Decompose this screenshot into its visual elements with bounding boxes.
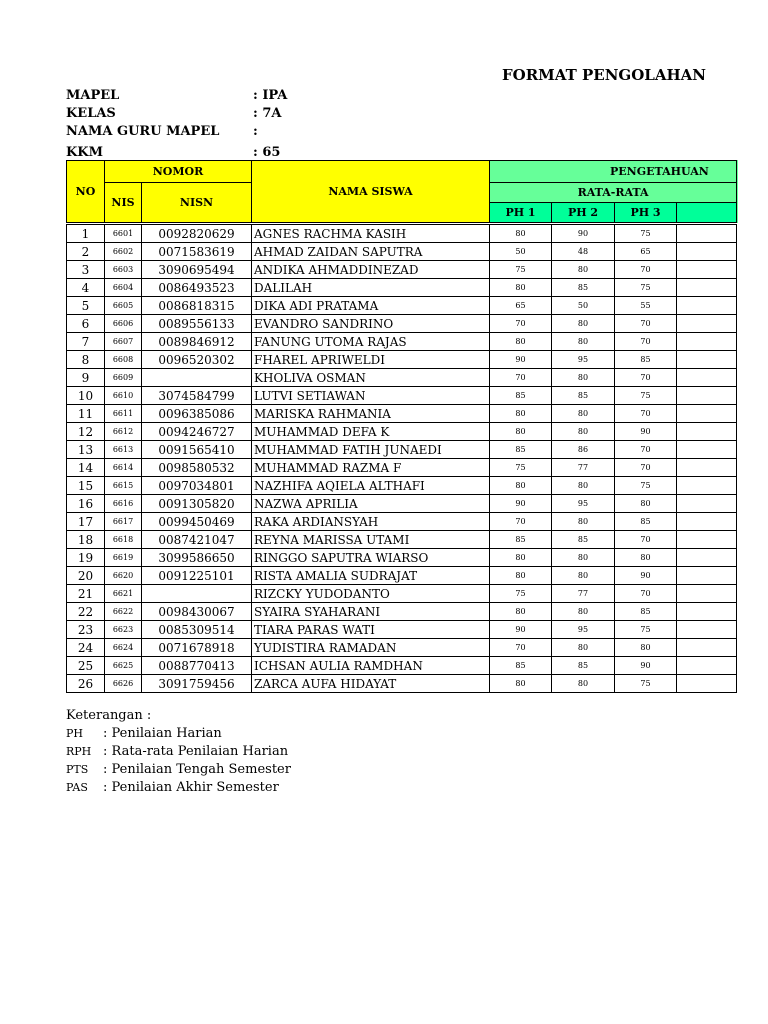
ph3-score-cell: 75 [615, 621, 677, 639]
ph4-score-cell [677, 567, 737, 585]
ph4-score-cell [677, 513, 737, 531]
ph4-score-cell [677, 549, 737, 567]
ph3-score-cell: 55 [615, 297, 677, 315]
note-abbr: PAS [66, 781, 88, 794]
ph1-score-cell: 80 [490, 333, 552, 351]
ph2-score-cell: 80 [552, 567, 615, 585]
row-number-cell: 25 [67, 657, 105, 675]
header-ph-1: PH 1 [490, 203, 552, 223]
ph3-score-cell: 75 [615, 675, 677, 693]
nisn-cell: 0089556133 [142, 315, 252, 333]
header-ph-3: PH 3 [615, 203, 677, 223]
ph1-score-cell: 70 [490, 639, 552, 657]
row-number-cell: 18 [67, 531, 105, 549]
student-name-cell: EVANDRO SANDRINO [252, 315, 490, 333]
ph2-score-cell: 80 [552, 333, 615, 351]
ph3-score-cell: 70 [615, 315, 677, 333]
ph4-score-cell [677, 261, 737, 279]
nis-cell: 6615 [105, 477, 142, 495]
table-row [67, 513, 737, 531]
ph1-score-cell: 80 [490, 567, 552, 585]
table-row [67, 441, 737, 459]
student-name-cell: YUDISTIRA RAMADAN [252, 639, 490, 657]
ph3-score-cell: 90 [615, 657, 677, 675]
ph1-score-cell: 70 [490, 513, 552, 531]
ph3-score-cell: 70 [615, 333, 677, 351]
nisn-cell: 0096520302 [142, 351, 252, 369]
student-name-cell: ZARCA AUFA HIDAYAT [252, 675, 490, 693]
row-number-cell: 9 [67, 369, 105, 387]
ph4-score-cell [677, 369, 737, 387]
header-pengetahuan: PENGETAHUAN [490, 161, 737, 183]
table-row [67, 369, 737, 387]
kelas-label: KELAS [66, 106, 116, 121]
ph1-score-cell: 90 [490, 351, 552, 369]
student-name-cell: RAKA ARDIANSYAH [252, 513, 490, 531]
nis-cell: 6607 [105, 333, 142, 351]
nis-cell: 6606 [105, 315, 142, 333]
ph4-score-cell [677, 405, 737, 423]
nisn-cell: 3090695494 [142, 261, 252, 279]
row-number-cell: 21 [67, 585, 105, 603]
ph1-score-cell: 80 [490, 477, 552, 495]
ph4-score-cell [677, 477, 737, 495]
nis-cell: 6610 [105, 387, 142, 405]
nisn-cell: 0087421047 [142, 531, 252, 549]
ph2-score-cell: 80 [552, 423, 615, 441]
ph1-score-cell: 85 [490, 531, 552, 549]
nisn-cell: 0089846912 [142, 333, 252, 351]
row-number-cell: 14 [67, 459, 105, 477]
ph1-score-cell: 80 [490, 675, 552, 693]
ph4-score-cell [677, 675, 737, 693]
row-number-cell: 1 [67, 225, 105, 243]
row-number-cell: 20 [67, 567, 105, 585]
row-number-cell: 19 [67, 549, 105, 567]
ph1-score-cell: 80 [490, 225, 552, 243]
row-number-cell: 23 [67, 621, 105, 639]
student-name-cell: DALILAH [252, 279, 490, 297]
nis-cell: 6617 [105, 513, 142, 531]
ph3-score-cell: 90 [615, 567, 677, 585]
ph1-score-cell: 90 [490, 495, 552, 513]
ph2-score-cell: 80 [552, 513, 615, 531]
student-name-cell: AGNES RACHMA KASIH [252, 225, 490, 243]
ph3-score-cell: 70 [615, 441, 677, 459]
nis-cell: 6604 [105, 279, 142, 297]
table-row [67, 297, 737, 315]
nis-cell: 6614 [105, 459, 142, 477]
ph3-score-cell: 85 [615, 351, 677, 369]
student-name-cell: ANDIKA AHMADDINEZAD [252, 261, 490, 279]
nis-cell: 6623 [105, 621, 142, 639]
ph4-score-cell [677, 387, 737, 405]
ph4-score-cell [677, 657, 737, 675]
row-number-cell: 11 [67, 405, 105, 423]
student-name-cell: ICHSAN AULIA RAMDHAN [252, 657, 490, 675]
row-number-cell: 2 [67, 243, 105, 261]
row-number-cell: 13 [67, 441, 105, 459]
student-name-cell: MUHAMMAD FATIH JUNAEDI [252, 441, 490, 459]
ph1-score-cell: 85 [490, 441, 552, 459]
nis-cell: 6611 [105, 405, 142, 423]
ph2-score-cell: 86 [552, 441, 615, 459]
ph3-score-cell: 80 [615, 639, 677, 657]
nis-cell: 6613 [105, 441, 142, 459]
student-name-cell: MUHAMMAD RAZMA F [252, 459, 490, 477]
ph3-score-cell: 70 [615, 585, 677, 603]
nis-cell: 6619 [105, 549, 142, 567]
student-name-cell: SYAIRA SYAHARANI [252, 603, 490, 621]
student-name-cell: MUHAMMAD DEFA K [252, 423, 490, 441]
ph1-score-cell: 75 [490, 585, 552, 603]
nisn-cell: 0094246727 [142, 423, 252, 441]
ph4-score-cell [677, 621, 737, 639]
header-no: NO [67, 161, 105, 223]
ph4-score-cell [677, 279, 737, 297]
ph2-score-cell: 50 [552, 297, 615, 315]
table-row [67, 603, 737, 621]
ph2-score-cell: 80 [552, 549, 615, 567]
row-number-cell: 5 [67, 297, 105, 315]
ph4-score-cell [677, 315, 737, 333]
header-ph-4 [677, 203, 737, 223]
student-name-cell: MARISKA RAHMANIA [252, 405, 490, 423]
nisn-cell: 0085309514 [142, 621, 252, 639]
header-rata-rata: RATA-RATA [490, 183, 737, 203]
ph1-score-cell: 85 [490, 387, 552, 405]
table-row [67, 315, 737, 333]
ph2-score-cell: 95 [552, 621, 615, 639]
ph2-score-cell: 85 [552, 279, 615, 297]
table-row [67, 243, 737, 261]
notes-heading: Keterangan : [66, 708, 152, 723]
ph2-score-cell: 95 [552, 495, 615, 513]
nisn-cell: 0091565410 [142, 441, 252, 459]
ph4-score-cell [677, 441, 737, 459]
student-name-cell: TIARA PARAS WATI [252, 621, 490, 639]
ph2-score-cell: 85 [552, 531, 615, 549]
nis-cell: 6603 [105, 261, 142, 279]
ph3-score-cell: 70 [615, 459, 677, 477]
mapel-value: : IPA [253, 88, 288, 103]
ph2-score-cell: 77 [552, 459, 615, 477]
ph1-score-cell: 80 [490, 405, 552, 423]
note-desc: : Penilaian Tengah Semester [103, 762, 291, 777]
row-number-cell: 4 [67, 279, 105, 297]
row-number-cell: 7 [67, 333, 105, 351]
row-number-cell: 17 [67, 513, 105, 531]
student-name-cell: RIZCKY YUDODANTO [252, 585, 490, 603]
ph4-score-cell [677, 225, 737, 243]
ph2-score-cell: 80 [552, 369, 615, 387]
row-number-cell: 15 [67, 477, 105, 495]
nisn-cell: 0098580532 [142, 459, 252, 477]
ph1-score-cell: 80 [490, 603, 552, 621]
ph3-score-cell: 70 [615, 405, 677, 423]
table-row [67, 531, 737, 549]
guru-mapel-value: : [253, 124, 258, 139]
ph1-score-cell: 90 [490, 621, 552, 639]
nisn-cell [142, 369, 252, 387]
table-row [67, 459, 737, 477]
student-name-cell: NAZHIFA AQIELA ALTHAFI [252, 477, 490, 495]
table-row [67, 585, 737, 603]
ph4-score-cell [677, 531, 737, 549]
table-row [67, 423, 737, 441]
document-title: FORMAT PENGOLAHAN [502, 66, 706, 84]
ph4-score-cell [677, 459, 737, 477]
ph1-score-cell: 85 [490, 657, 552, 675]
table-row [67, 621, 737, 639]
student-name-cell: NAZWA APRILIA [252, 495, 490, 513]
student-name-cell: LUTVI SETIAWAN [252, 387, 490, 405]
note-ph [66, 725, 366, 743]
student-name-cell: AHMAD ZAIDAN SAPUTRA [252, 243, 490, 261]
ph3-score-cell: 90 [615, 423, 677, 441]
row-number-cell: 10 [67, 387, 105, 405]
nisn-cell: 0097034801 [142, 477, 252, 495]
nis-cell: 6620 [105, 567, 142, 585]
nis-cell: 6621 [105, 585, 142, 603]
nis-cell: 6622 [105, 603, 142, 621]
table-row [67, 639, 737, 657]
nis-cell: 6618 [105, 531, 142, 549]
row-number-cell: 12 [67, 423, 105, 441]
nisn-cell: 0086493523 [142, 279, 252, 297]
ph4-score-cell [677, 297, 737, 315]
note-desc: : Penilaian Harian [103, 726, 222, 741]
table-row [67, 675, 737, 693]
mapel-label: MAPEL [66, 88, 120, 103]
ph2-score-cell: 80 [552, 477, 615, 495]
nis-cell: 6626 [105, 675, 142, 693]
ph1-score-cell: 75 [490, 459, 552, 477]
note-abbr: PH [66, 727, 83, 740]
nisn-cell: 0099450469 [142, 513, 252, 531]
nisn-cell: 0086818315 [142, 297, 252, 315]
ph2-score-cell: 77 [552, 585, 615, 603]
ph4-score-cell [677, 243, 737, 261]
nisn-cell: 3099586650 [142, 549, 252, 567]
table-row [67, 477, 737, 495]
ph2-score-cell: 48 [552, 243, 615, 261]
grade-sheet [66, 160, 709, 705]
row-number-cell: 16 [67, 495, 105, 513]
ph2-score-cell: 80 [552, 261, 615, 279]
ph2-score-cell: 80 [552, 675, 615, 693]
ph1-score-cell: 80 [490, 423, 552, 441]
nis-cell: 6624 [105, 639, 142, 657]
header-nis: NIS [105, 183, 142, 223]
note-pas [66, 779, 366, 797]
nisn-cell: 0088770413 [142, 657, 252, 675]
ph3-score-cell: 75 [615, 225, 677, 243]
ph1-score-cell: 80 [490, 549, 552, 567]
row-number-cell: 22 [67, 603, 105, 621]
legend-notes [66, 707, 366, 797]
table-row [67, 225, 737, 243]
ph4-score-cell [677, 423, 737, 441]
header-nisn: NISN [142, 183, 252, 223]
nisn-cell: 0071678918 [142, 639, 252, 657]
ph2-score-cell: 80 [552, 405, 615, 423]
table-row [67, 405, 737, 423]
ph2-score-cell: 85 [552, 657, 615, 675]
ph1-score-cell: 70 [490, 315, 552, 333]
ph3-score-cell: 85 [615, 603, 677, 621]
header-nama-siswa: NAMA SISWA [252, 161, 490, 223]
ph3-score-cell: 80 [615, 549, 677, 567]
ph4-score-cell [677, 639, 737, 657]
grade-table-body [67, 225, 737, 693]
nis-cell: 6608 [105, 351, 142, 369]
table-row [67, 351, 737, 369]
student-name-cell: FHAREL APRIWELDI [252, 351, 490, 369]
student-name-cell: KHOLIVA OSMAN [252, 369, 490, 387]
ph4-score-cell [677, 585, 737, 603]
ph4-score-cell [677, 351, 737, 369]
nisn-cell: 3074584799 [142, 387, 252, 405]
ph3-score-cell: 80 [615, 495, 677, 513]
ph4-score-cell [677, 333, 737, 351]
row-number-cell: 3 [67, 261, 105, 279]
nisn-cell: 0091305820 [142, 495, 252, 513]
table-row [67, 279, 737, 297]
row-number-cell: 26 [67, 675, 105, 693]
table-row [67, 657, 737, 675]
table-row [67, 387, 737, 405]
ph4-score-cell [677, 603, 737, 621]
nis-cell: 6605 [105, 297, 142, 315]
student-name-cell: RINGGO SAPUTRA WIARSO [252, 549, 490, 567]
ph3-score-cell: 85 [615, 513, 677, 531]
nis-cell: 6612 [105, 423, 142, 441]
kelas-value: : 7A [253, 106, 282, 121]
ph3-score-cell: 75 [615, 477, 677, 495]
student-name-cell: REYNA MARISSA UTAMI [252, 531, 490, 549]
note-abbr: RPH [66, 745, 92, 758]
nis-cell: 6609 [105, 369, 142, 387]
note-pts [66, 761, 366, 779]
note-desc: : Penilaian Akhir Semester [103, 780, 279, 795]
row-number-cell: 6 [67, 315, 105, 333]
ph2-score-cell: 90 [552, 225, 615, 243]
nis-cell: 6602 [105, 243, 142, 261]
ph1-score-cell: 80 [490, 279, 552, 297]
ph2-score-cell: 80 [552, 639, 615, 657]
student-name-cell: FANUNG UTOMA RAJAS [252, 333, 490, 351]
ph3-score-cell: 75 [615, 387, 677, 405]
ph3-score-cell: 70 [615, 369, 677, 387]
header-ph-2: PH 2 [552, 203, 615, 223]
nisn-cell: 0096385086 [142, 405, 252, 423]
note-abbr: PTS [66, 763, 89, 776]
nisn-cell: 0091225101 [142, 567, 252, 585]
ph2-score-cell: 80 [552, 315, 615, 333]
ph3-score-cell: 70 [615, 531, 677, 549]
nis-cell: 6625 [105, 657, 142, 675]
nisn-cell: 3091759456 [142, 675, 252, 693]
ph3-score-cell: 70 [615, 261, 677, 279]
table-row [67, 567, 737, 585]
nisn-cell: 0071583619 [142, 243, 252, 261]
note-desc: : Rata-rata Penilaian Harian [103, 744, 289, 759]
ph1-score-cell: 65 [490, 297, 552, 315]
student-name-cell: RISTA AMALIA SUDRAJAT [252, 567, 490, 585]
ph4-score-cell [677, 495, 737, 513]
ph3-score-cell: 75 [615, 279, 677, 297]
row-number-cell: 24 [67, 639, 105, 657]
nis-cell: 6616 [105, 495, 142, 513]
table-row [67, 549, 737, 567]
ph1-score-cell: 70 [490, 369, 552, 387]
table-row [67, 495, 737, 513]
ph3-score-cell: 65 [615, 243, 677, 261]
student-name-cell: DIKA ADI PRATAMA [252, 297, 490, 315]
header-nomor: NOMOR [105, 161, 252, 183]
nisn-cell: 0098430067 [142, 603, 252, 621]
row-number-cell: 8 [67, 351, 105, 369]
guru-mapel-label: NAMA GURU MAPEL [66, 124, 220, 139]
table-row [67, 261, 737, 279]
ph2-score-cell: 95 [552, 351, 615, 369]
grade-table [66, 160, 737, 693]
ph1-score-cell: 75 [490, 261, 552, 279]
kkm-value: : 65 [253, 145, 281, 160]
note-rph [66, 743, 366, 761]
ph2-score-cell: 80 [552, 603, 615, 621]
nisn-cell: 0092820629 [142, 225, 252, 243]
ph2-score-cell: 85 [552, 387, 615, 405]
nis-cell: 6601 [105, 225, 142, 243]
kkm-label: KKM [66, 145, 103, 160]
table-row [67, 333, 737, 351]
ph1-score-cell: 50 [490, 243, 552, 261]
nisn-cell [142, 585, 252, 603]
